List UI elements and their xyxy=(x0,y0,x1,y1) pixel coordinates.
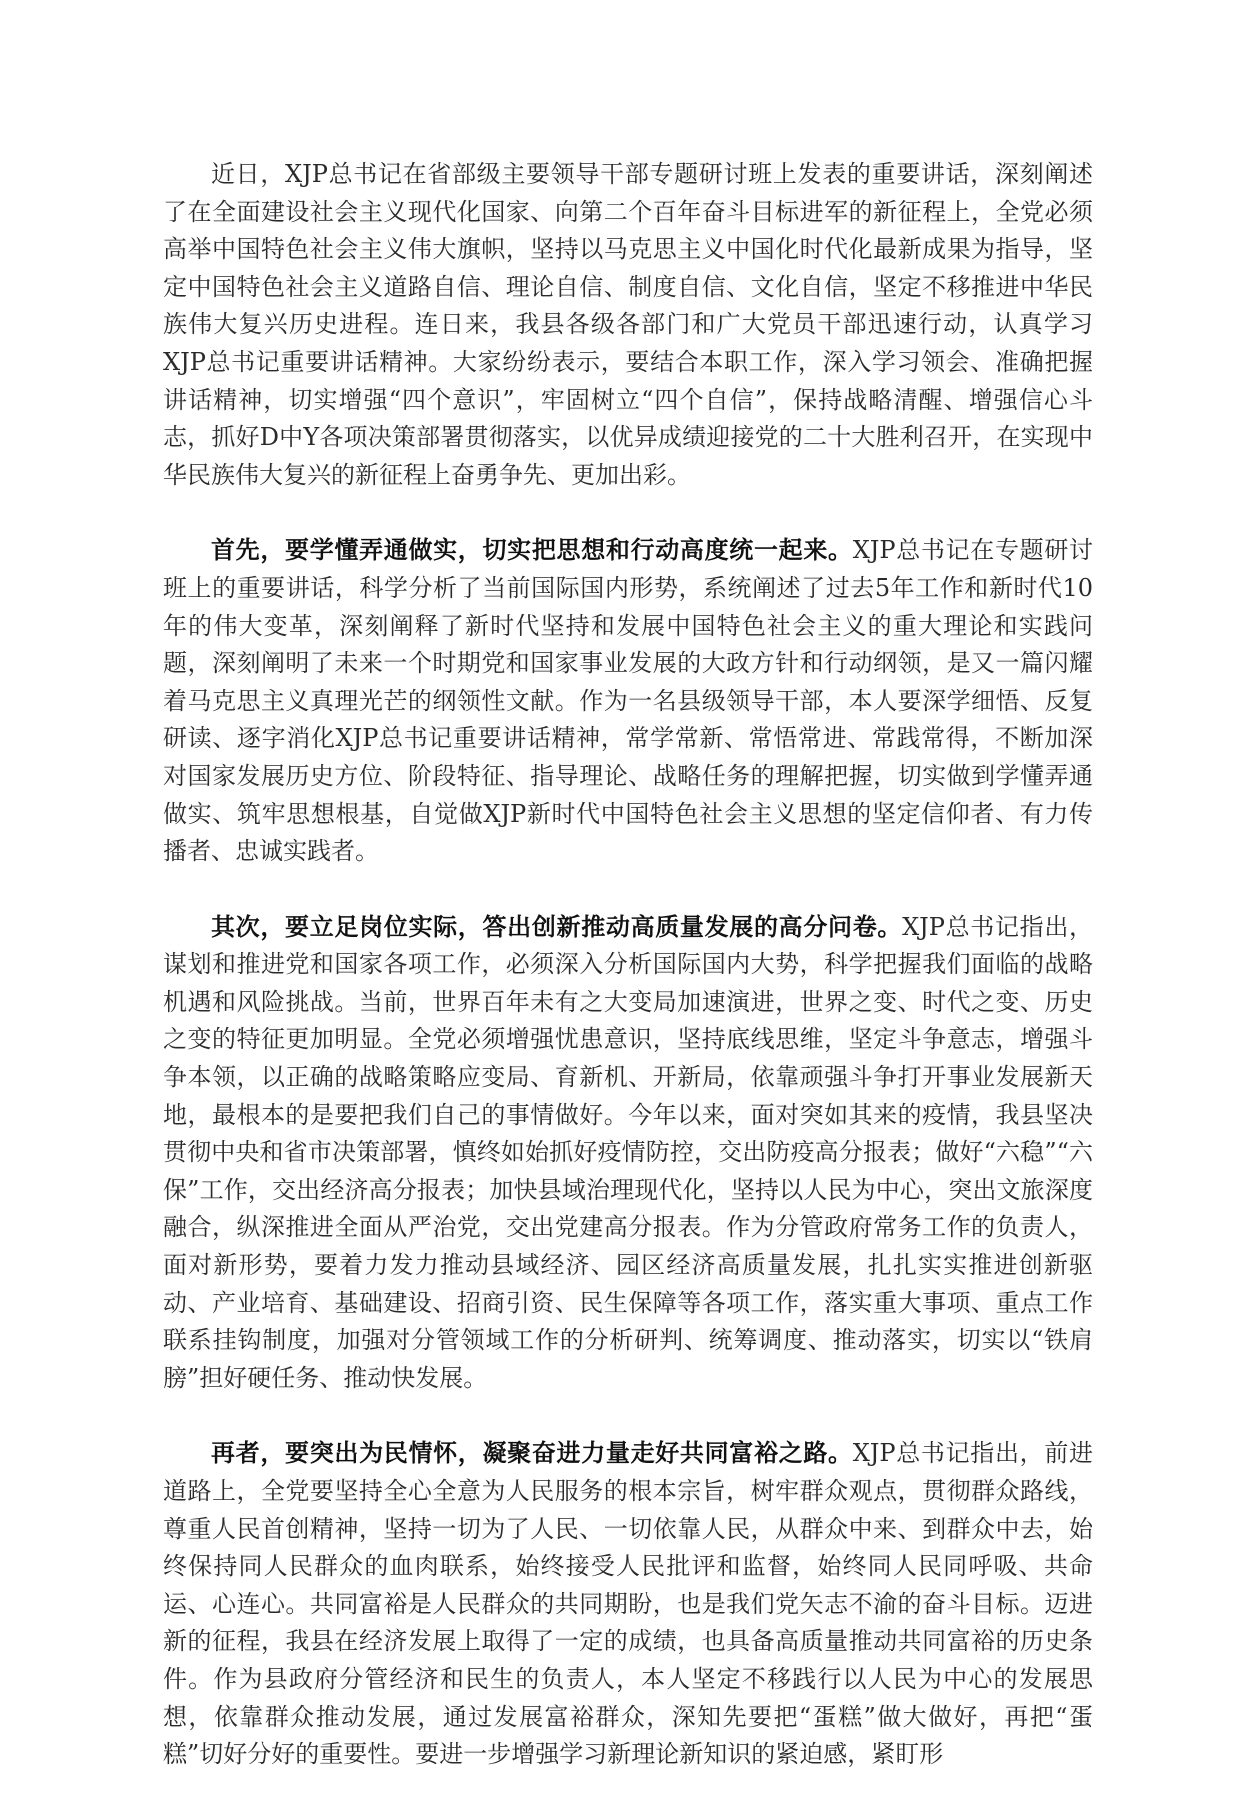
paragraph-lead: 再者，要突出为民情怀，凝聚奋进力量走好共同富裕之路。 xyxy=(211,1438,853,1468)
paragraph-second-point xyxy=(163,908,1093,1398)
paragraph-lead: 首先，要学懂弄通做实，切实把思想和行动高度统一起来。 xyxy=(211,535,853,565)
paragraph-third-point xyxy=(163,1434,1093,1773)
paragraph-text: XJP总书记指出，谋划和推进党和国家各项工作，必须深入分析国际国内大势，科学把握我们面临的战略机遇和风险挑战。当前，世界百年未有之大变局加速演进，世界之变、时代之变、历史之变的特征更加明显。全党必须增强忧患意识，坚持底线思维，坚定斗争意志，增强斗争本领，以正确的战略策略应变局、育新机、开新局，依靠顽强斗争打开事业发展新天地，最根本的是要把我们自己的事情做好。今年以来，面对突如其来的疫情，我县坚决贯彻中央和省市决策部署，慎终如始抓好疫情防控，交出防疫高分报表；做好“六稳”“六保”工作，交出经济高分报表；加快县域治理现代化，坚持以人民为中心，突出文旅深度融合，纵深推进全面从严治党，交出党建高分报表。作为分管政府常务工作的负责人，面对新形势，要着力发力推动县域经济、园区经济高质量发展，扎扎实实推进创新驱动、产业培育、基础建设、招商引资、民生保障等各项工作，落实重大事项、重点工作联系挂钩制度，加强对分管领域工作的分析研判、统筹调度、推动落实，切实以“铁肩膀”担好硬任务、推动快发展。 xyxy=(163,912,1094,1392)
document-body xyxy=(163,155,1093,1811)
paragraph-intro xyxy=(163,155,1093,494)
paragraph-first-point xyxy=(163,531,1093,870)
paragraph-text: 近日，XJP总书记在省部级主要领导干部专题研讨班上发表的重要讲话，深刻阐述了在全面建设社会主义现代化国家、向第二个百年奋斗目标进军的新征程上，全党必须高举中国特色社会主义伟大旗帜，坚持以马克思主义中国化时代化最新成果为指导，坚定中国特色社会主义道路自信、理论自信、制度自信、文化自信，坚定不移推进中华民族伟大复兴历史进程。连日来，我县各级各部门和广大党员干部迅速行动，认真学习XJP总书记重要讲话精神。大家纷纷表示，要结合本职工作，深入学习领会、准确把握讲话精神，切实增强“四个意识”，牢固树立“四个自信”，保持战略清醒、增强信心斗志，抓好D中Y各项决策部署贯彻落实，以优异成绩迎接党的二十大胜利召开，在实现中华民族伟大复兴的新征程上奋勇争先、更加出彩。 xyxy=(163,160,1093,489)
paragraph-lead: 其次，要立足岗位实际，答出创新推动高质量发展的高分问卷。 xyxy=(211,911,903,941)
paragraph-text: XJP总书记指出，前进道路上，全党要坚持全心全意为人民服务的根本宗旨，树牢群众观点，贯彻群众路线，尊重人民首创精神，坚持一切为了人民、一切依靠人民，从群众中来、到群众中去，始终保持同人民群众的血肉联系，始终接受人民批评和监督，始终同人民同呼吸、共命运、心连心。共同富裕是人民群众的共同期盼，也是我们党矢志不渝的奋斗目标。迈进新的征程，我县在经济发展上取得了一定的成绩，也具备高质量推动共同富裕的历史条件。作为县政府分管经济和民生的负责人，本人坚定不移践行以人民为中心的发展思想，依靠群众推动发展，通过发展富裕群众，深知先要把“蛋糕”做大做好，再把“蛋糕”切好分好的重要性。要进一步增强学习新理论新知识的紧迫感，紧盯形 xyxy=(163,1439,1094,1769)
paragraph-text: XJP总书记在专题研讨班上的重要讲话，科学分析了当前国际国内形势，系统阐述了过去5年工作和新时代10年的伟大变革，深刻阐释了新时代坚持和发展中国特色社会主义的重大理论和实践问题，深刻阐明了未来一个时期党和国家事业发展的大政方针和行动纲领，是又一篇闪耀着马克思主义真理光芒的纲领性文献。作为一名县级领导干部，本人要深学细悟、反复研读、逐字消化XJP总书记重要讲话精神，常学常新、常悟常进、常践常得，不断加深对国家发展历史方位、阶段特征、指导理论、战略任务的理解把握，切实做到学懂弄通做实、筑牢思想根基，自觉做XJP新时代中国特色社会主义思想的坚定信仰者、有力传播者、忠诚实践者。 xyxy=(163,536,1094,866)
